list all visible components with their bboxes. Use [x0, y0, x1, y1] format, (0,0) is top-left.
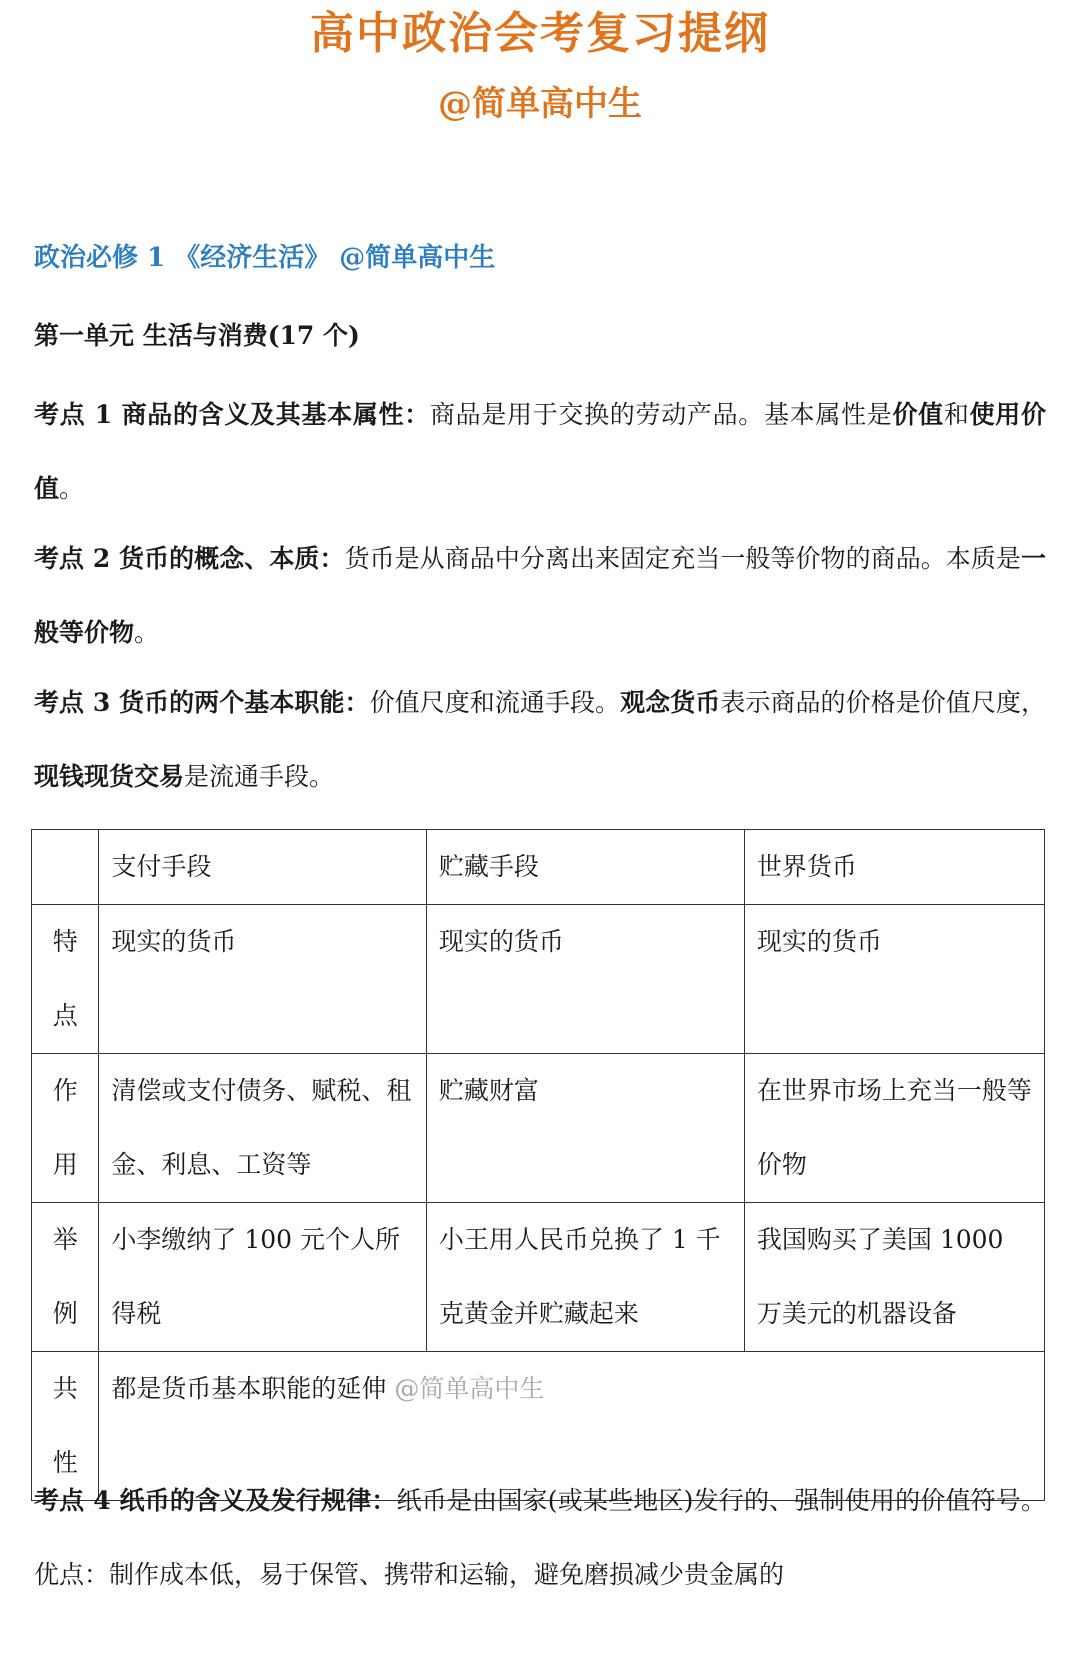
- table-cell: 我国购买了美国 1000 万美元的机器设备: [744, 1203, 1044, 1352]
- watermark-text: @简单高中生: [394, 1374, 545, 1403]
- table-row: [32, 905, 1045, 1054]
- table-cell: 小李缴纳了 100 元个人所得税: [99, 1203, 426, 1352]
- row-label-char: 性: [52, 1448, 78, 1477]
- table-header-cell: 世界货币: [744, 830, 1044, 905]
- exam-point-3-text-2: 表示商品的价格是价值尺度，: [720, 688, 1046, 717]
- exam-point-3-text: 价值尺度和流通手段。: [369, 688, 621, 717]
- table-corner-cell: [32, 830, 99, 905]
- exam-point-2-text: 货币是从商品中分离出来固定充当一般等价物的商品。本质是: [344, 544, 1021, 573]
- money-functions-table: [31, 829, 1045, 1501]
- exam-point-1-text: 商品是用于交换的劳动产品。基本属性是: [429, 400, 893, 429]
- table-header-cell: 支付手段: [99, 830, 426, 905]
- exam-point-1-term-value: 价值: [892, 400, 944, 429]
- exam-point-2-label: 考点 2 货币的概念、本质：: [34, 544, 345, 573]
- exam-point-4: [34, 1464, 1046, 1612]
- table-cell: 在世界市场上充当一般等价物: [744, 1054, 1044, 1203]
- page-title: 高中政治会考复习提纲: [310, 8, 770, 59]
- row-label-char: 作: [52, 1076, 78, 1105]
- exam-point-1-end: 。: [59, 474, 85, 503]
- common-text: 都是货币基本职能的延伸: [111, 1374, 387, 1403]
- row-label-char: 例: [52, 1299, 78, 1328]
- table-cell: 现实的货币: [744, 905, 1044, 1054]
- exam-point-4-label: 考点 4 纸币的含义及发行规律：: [34, 1486, 397, 1515]
- exam-point-1-label: 考点 1 商品的含义及其基本属性：: [34, 400, 430, 429]
- unit-heading: 第一单元 生活与消费(17 个): [34, 321, 360, 350]
- table-cell: 小王用人民币兑换了 1 千克黄金并贮藏起来: [426, 1203, 744, 1352]
- exam-point-3-label: 考点 3 货币的两个基本职能：: [34, 688, 370, 717]
- table-cell: 清偿或支付债务、赋税、租金、利息、工资等: [99, 1054, 426, 1203]
- exam-point-2: [34, 522, 1046, 670]
- section-heading: 政治必修 1 《经济生活》 @简单高中生: [34, 243, 496, 273]
- table-row-label: [32, 1054, 99, 1203]
- table-header-row: [32, 830, 1045, 905]
- exam-point-1-conjunction: 和: [943, 400, 970, 429]
- row-label-char: 共: [52, 1374, 78, 1403]
- exam-point-2-term: 一般等价物: [34, 544, 1046, 647]
- table-row-label: [32, 905, 99, 1054]
- exam-point-3: [34, 666, 1046, 814]
- table-cell: 现实的货币: [426, 905, 744, 1054]
- row-label-char: 举: [52, 1225, 78, 1254]
- table-row: [32, 1203, 1045, 1352]
- exam-point-4-text: 纸币是由国家(或某些地区)发行的、强制使用的价值符号。优点：制作成本低，易于保管、携带和运输，避免磨损减少贵金属的: [34, 1486, 1046, 1589]
- exam-point-1-term-use-value: 使用价值: [34, 400, 1046, 503]
- table-row: [32, 1054, 1045, 1203]
- exam-point-3-term-notional-money: 观念货币: [620, 688, 721, 717]
- table-header-cell: 贮藏手段: [426, 830, 744, 905]
- row-label-char: 用: [52, 1150, 78, 1179]
- row-label-char: 特: [52, 927, 78, 956]
- exam-point-2-end: 。: [134, 618, 160, 647]
- table-cell: 现实的货币: [99, 905, 426, 1054]
- table-cell: 贮藏财富: [426, 1054, 744, 1203]
- exam-point-3-term-cash-trade: 现钱现货交易: [34, 762, 185, 791]
- exam-point-1: [34, 378, 1046, 526]
- table-row-label: [32, 1203, 99, 1352]
- row-label-char: 点: [52, 1001, 78, 1030]
- exam-point-3-end: 是流通手段。: [184, 762, 335, 791]
- page-subtitle: @简单高中生: [438, 84, 642, 124]
